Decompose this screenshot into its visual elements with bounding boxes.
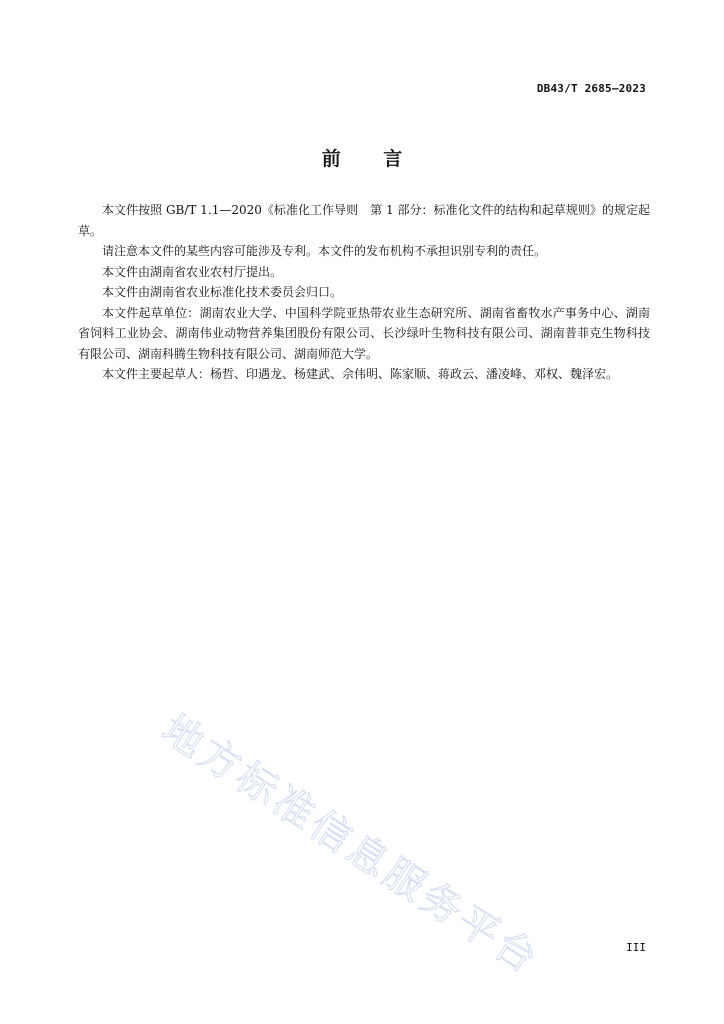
paragraph-standard-basis: 本文件按照 GB/T 1.1—2020《标准化工作导则 第 1 部分：标准化文件的结构和起草规则》的规定起草。 [78, 203, 650, 238]
page-title: 前 言 [321, 148, 421, 170]
paragraph-proposer: 本文件由湖南省农业农村厅提出。 [102, 264, 283, 279]
document-code: DB43/T 2685—2023 [536, 82, 646, 95]
paragraph-drafters: 本文件主要起草人：杨哲、印遇龙、杨建武、佘伟明、陈家顺、蒋政云、潘凌峰、邓权、魏泽宏。 [102, 367, 619, 381]
paragraph-patent-notice: 请注意本文件的某些内容可能涉及专利。本文件的发布机构不承担识别专利的责任。 [102, 244, 547, 258]
foreword-body [78, 200, 650, 385]
paragraph-committee: 本文件由湖南省农业标准化技术委员会归口。 [102, 285, 343, 299]
watermark: 地方标准信息服务平台 [153, 706, 548, 985]
paragraph-drafting-units: 本文件起草单位：湖南农业大学、中国科学院亚热带农业生态研究所、湖南省畜牧水产事务中心、湖南省饲料工业协会、湖南伟业动物营养集团股份有限公司、长沙绿叶生物科技有限公司、湖南普菲克生物科技有限公司、湖南科腾生物科技有限公司、湖南师范大学。 [78, 305, 650, 361]
page-number: III [626, 941, 646, 954]
